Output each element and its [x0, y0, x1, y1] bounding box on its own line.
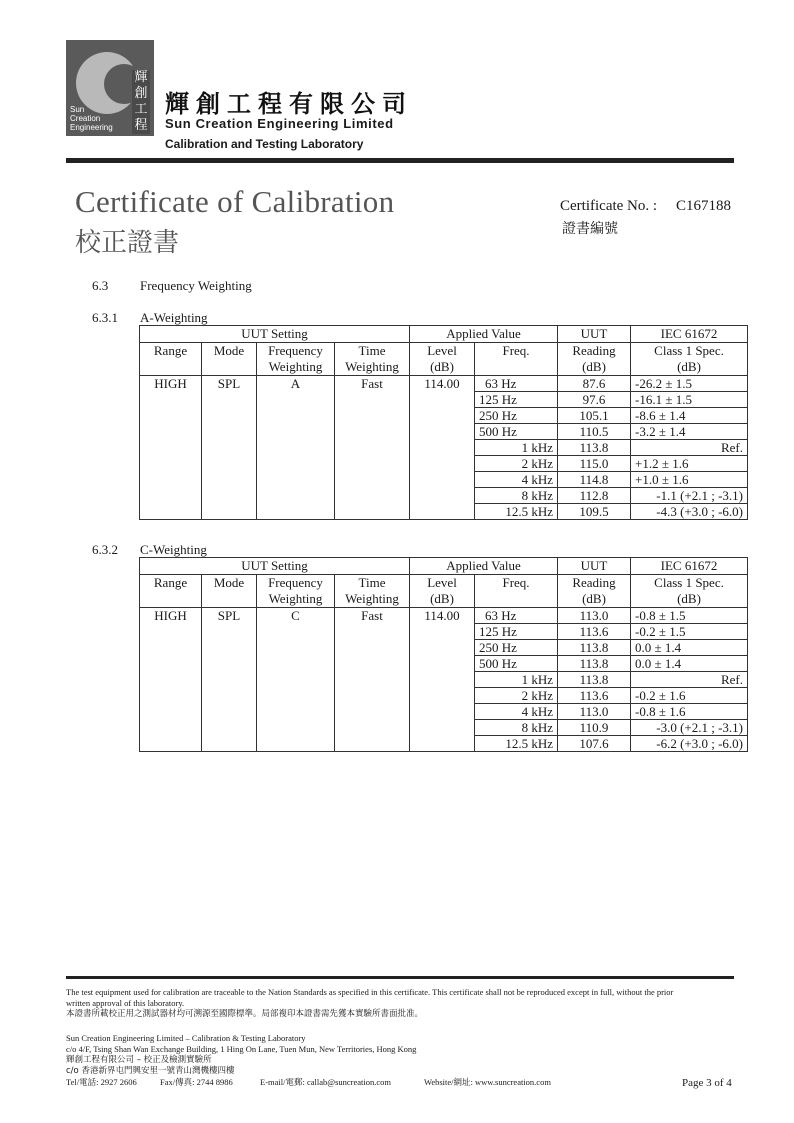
spec-cell: Ref.: [631, 672, 748, 688]
footer-notice-en-2: written approval of this laboratory.: [66, 998, 185, 1008]
header-freq: Freq.: [475, 575, 558, 608]
header-class-spec: Class 1 Spec. (dB): [631, 575, 748, 608]
reading-cell: 109.5: [558, 504, 631, 520]
page-number: Page 3 of 4: [682, 1077, 732, 1089]
header-uut: UUT: [558, 326, 631, 343]
freq-cell: 250 Hz: [475, 408, 558, 424]
c-weighting-title: C-Weighting: [140, 542, 207, 557]
reading-cell: 113.6: [558, 624, 631, 640]
time-weighting-value: Fast: [335, 608, 410, 752]
reading-cell: 110.9: [558, 720, 631, 736]
freq-cell: 1 kHz: [475, 672, 558, 688]
header-range: Range: [140, 343, 202, 376]
footer-email: E-mail/電郵: callab@suncreation.com: [260, 1077, 392, 1087]
company-name-zh: 輝創工程有限公司: [165, 90, 413, 118]
reading-cell: 113.8: [558, 672, 631, 688]
mode-value: SPL: [202, 608, 257, 752]
reading-cell: 113.6: [558, 688, 631, 704]
logo-text: Sun Creation Engineering: [70, 105, 113, 132]
header-uut-setting: UUT Setting: [140, 326, 410, 343]
lab-name: Calibration and Testing Laboratory: [165, 137, 364, 151]
reading-cell: 107.6: [558, 736, 631, 752]
freq-cell: 500 Hz: [475, 656, 558, 672]
header-time-weighting: Time Weighting: [335, 343, 410, 376]
spec-cell: -26.2 ± 1.5: [631, 376, 748, 392]
level-value: 114.00: [410, 608, 475, 752]
freq-cell: 12.5 kHz: [475, 736, 558, 752]
header-frequency-weighting: Frequency Weighting: [257, 343, 335, 376]
header-iec: IEC 61672: [631, 326, 748, 343]
freq-cell: 4 kHz: [475, 704, 558, 720]
header-level: Level (dB): [410, 575, 475, 608]
c-weighting-table: [139, 557, 748, 752]
header-uut: UUT: [558, 558, 631, 575]
spec-cell: -0.8 ± 1.5: [631, 608, 748, 624]
spec-cell: 0.0 ± 1.4: [631, 656, 748, 672]
header-reading: Reading (dB): [558, 343, 631, 376]
reading-cell: 97.6: [558, 392, 631, 408]
footer-fax: Fax/傳真: 2744 8986: [160, 1077, 233, 1087]
reading-cell: 113.0: [558, 704, 631, 720]
header-frequency-weighting: Frequency Weighting: [257, 575, 335, 608]
table-row: [140, 608, 748, 624]
reading-cell: 114.8: [558, 472, 631, 488]
freq-cell: 2 kHz: [475, 688, 558, 704]
footer-divider: [66, 976, 734, 979]
footer-address-zh-1: 輝創工程有限公司 – 校正及檢測實驗所: [66, 1055, 212, 1065]
header-mode: Mode: [202, 343, 257, 376]
header-mode: Mode: [202, 575, 257, 608]
range-value: HIGH: [140, 376, 202, 520]
spec-cell: -3.0 (+2.1 ; -3.1): [631, 720, 748, 736]
header-iec: IEC 61672: [631, 558, 748, 575]
footer-address-2: c/o 4/F, Tsing Shan Wan Exchange Building, 1 Hing On Lane, Tuen Mun, New Territories, Hong Kong: [66, 1044, 417, 1054]
reading-cell: 115.0: [558, 456, 631, 472]
range-value: HIGH: [140, 608, 202, 752]
spec-cell: -0.8 ± 1.6: [631, 704, 748, 720]
spec-cell: -0.2 ± 1.5: [631, 624, 748, 640]
reading-cell: 112.8: [558, 488, 631, 504]
section-title: Frequency Weighting: [140, 278, 252, 293]
logo-chars: 輝創工程: [132, 70, 150, 134]
a-weighting-table: [139, 325, 748, 520]
frequency-weighting-value: C: [257, 608, 335, 752]
mode-value: SPL: [202, 376, 257, 520]
spec-cell: +1.2 ± 1.6: [631, 456, 748, 472]
header-divider: [66, 158, 734, 163]
footer-notice-zh: 本證書所載校正用之測試器材均可溯源至國際標準。局部複印本證書需先獲本實驗所書面批准。: [66, 1009, 424, 1019]
footer-tel: Tel/電話: 2927 2606: [66, 1077, 137, 1087]
freq-cell: 125 Hz: [475, 392, 558, 408]
reading-cell: 105.1: [558, 408, 631, 424]
freq-cell: 8 kHz: [475, 488, 558, 504]
certificate-number-label: Certificate No. :: [560, 198, 658, 214]
footer-website: Website/網址: www.suncreation.com: [424, 1077, 551, 1087]
freq-cell: 8 kHz: [475, 720, 558, 736]
spec-cell: -1.1 (+2.1 ; -3.1): [631, 488, 748, 504]
table-row: [140, 376, 748, 392]
company-name-en: Sun Creation Engineering Limited: [165, 116, 394, 131]
header-range: Range: [140, 575, 202, 608]
freq-cell: 63 Hz: [475, 608, 558, 624]
reading-cell: 113.8: [558, 640, 631, 656]
section-number: 6.3: [92, 278, 109, 293]
freq-cell: 2 kHz: [475, 456, 558, 472]
a-weighting-number: 6.3.1: [92, 310, 118, 325]
footer-address-zh-2: c/o 香港新界屯門興安里一號青山灣機樓四樓: [66, 1066, 235, 1076]
reading-cell: 113.8: [558, 440, 631, 456]
spec-cell: -4.3 (+3.0 ; -6.0): [631, 504, 748, 520]
header-level: Level (dB): [410, 343, 475, 376]
a-weighting-title: A-Weighting: [140, 310, 208, 325]
certificate-number-label-zh: 證書編號: [562, 221, 618, 237]
header-applied-value: Applied Value: [410, 558, 558, 575]
certificate-number: C167188: [676, 198, 732, 214]
certificate-title-zh: 校正證書: [75, 228, 180, 258]
spec-cell: -6.2 (+3.0 ; -6.0): [631, 736, 748, 752]
header-uut-setting: UUT Setting: [140, 558, 410, 575]
header-reading: Reading (dB): [558, 575, 631, 608]
header-applied-value: Applied Value: [410, 326, 558, 343]
header-class-spec: Class 1 Spec. (dB): [631, 343, 748, 376]
header-freq: Freq.: [475, 343, 558, 376]
company-logo: [66, 40, 154, 136]
time-weighting-value: Fast: [335, 376, 410, 520]
spec-cell: -0.2 ± 1.6: [631, 688, 748, 704]
reading-cell: 110.5: [558, 424, 631, 440]
certificate-title-en: Certificate of Calibration: [75, 184, 395, 219]
freq-cell: 63 Hz: [475, 376, 558, 392]
spec-cell: -3.2 ± 1.4: [631, 424, 748, 440]
freq-cell: 1 kHz: [475, 440, 558, 456]
level-value: 114.00: [410, 376, 475, 520]
freq-cell: 500 Hz: [475, 424, 558, 440]
freq-cell: 250 Hz: [475, 640, 558, 656]
spec-cell: -8.6 ± 1.4: [631, 408, 748, 424]
freq-cell: 12.5 kHz: [475, 504, 558, 520]
freq-cell: 4 kHz: [475, 472, 558, 488]
spec-cell: Ref.: [631, 440, 748, 456]
reading-cell: 113.0: [558, 608, 631, 624]
footer-notice-en-1: The test equipment used for calibration are traceable to the Nation Standards as specified in this certificate. This certificate shall not be reproduced except in full, without the prior: [66, 987, 674, 997]
spec-cell: 0.0 ± 1.4: [631, 640, 748, 656]
frequency-weighting-value: A: [257, 376, 335, 520]
footer-address-1: Sun Creation Engineering Limited – Calibration & Testing Laboratory: [66, 1033, 306, 1043]
reading-cell: 87.6: [558, 376, 631, 392]
spec-cell: -16.1 ± 1.5: [631, 392, 748, 408]
c-weighting-number: 6.3.2: [92, 542, 118, 557]
freq-cell: 125 Hz: [475, 624, 558, 640]
reading-cell: 113.8: [558, 656, 631, 672]
spec-cell: +1.0 ± 1.6: [631, 472, 748, 488]
header-time-weighting: Time Weighting: [335, 575, 410, 608]
